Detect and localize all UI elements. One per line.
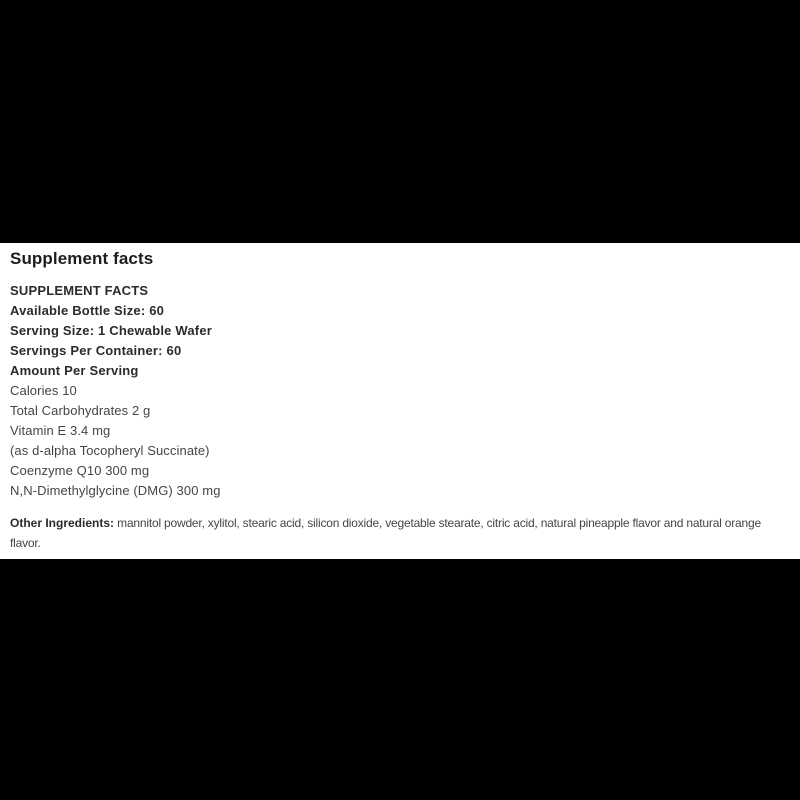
fact-line-bottle-size: Available Bottle Size: 60	[10, 303, 165, 318]
fact-line-vitamin-e-source: (as d-alpha Tocopheryl Succinate)	[10, 443, 210, 458]
other-ingredients-label: Other Ingredients:	[10, 516, 115, 530]
top-black-band	[0, 0, 800, 243]
fact-line-coenzyme-q10: Coenzyme Q10 300 mg	[10, 463, 150, 478]
fact-line-carbohydrates: Total Carbohydrates 2 g	[10, 403, 151, 418]
facts-list	[10, 281, 790, 501]
supplement-facts-panel	[0, 243, 800, 559]
fact-line-dmg: N,N-Dimethylglycine (DMG) 300 mg	[10, 483, 221, 498]
fact-line-supplement-facts: SUPPLEMENT FACTS	[10, 283, 149, 298]
fact-line-vitamin-e: Vitamin E 3.4 mg	[10, 423, 111, 438]
bottom-black-band	[0, 559, 800, 800]
section-title: Supplement facts	[10, 249, 154, 268]
fact-line-servings-per-container: Servings Per Container: 60	[10, 343, 182, 358]
fact-line-amount-per-serving: Amount Per Serving	[10, 363, 139, 378]
fact-line-serving-size: Serving Size: 1 Chewable Wafer	[10, 323, 213, 338]
other-ingredients-text: mannitol powder, xylitol, stearic acid, silicon dioxide, vegetable stearate, citric acid, natural pineapple flavor and natural orange flavor.	[10, 516, 761, 550]
other-ingredients-paragraph	[10, 513, 790, 553]
fact-line-calories: Calories 10	[10, 383, 77, 398]
